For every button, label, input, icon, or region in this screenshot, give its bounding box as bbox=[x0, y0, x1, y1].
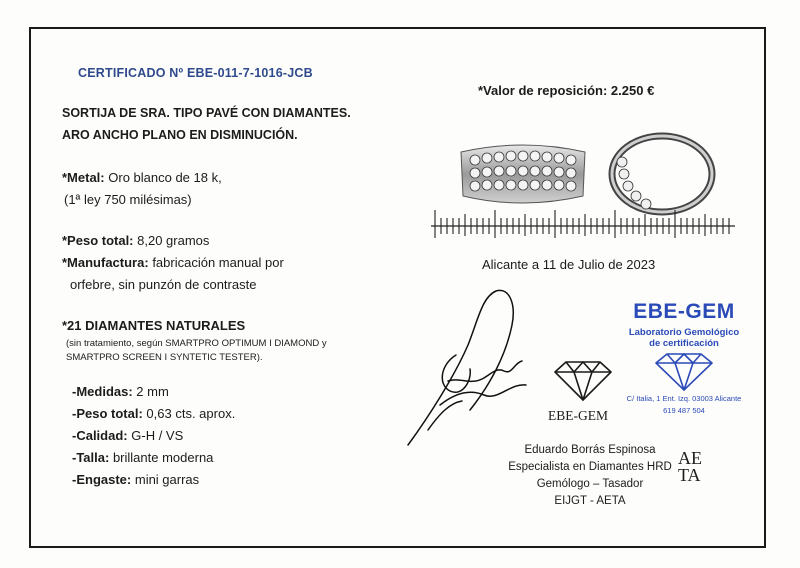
manufacture-value: fabricación manual por bbox=[152, 255, 284, 270]
weight-label: *Peso total: bbox=[62, 233, 134, 248]
aeta-mark bbox=[678, 450, 702, 484]
stamp-subtitle-2: de certificación bbox=[649, 338, 719, 349]
weight-row bbox=[62, 233, 209, 248]
diamond-weight-row bbox=[72, 406, 235, 421]
measuring-ruler bbox=[431, 206, 735, 240]
signatory-role-2: Gemólogo – Tasador bbox=[536, 478, 644, 490]
stamp-diamond-icon bbox=[653, 352, 715, 392]
signatory-role-3: EIJGT - AETA bbox=[554, 495, 626, 507]
manufacture-label: *Manufactura: bbox=[62, 255, 149, 270]
aeta-mark-line-1: AE bbox=[678, 448, 702, 468]
setting-value: mini garras bbox=[134, 472, 200, 487]
ebe-gem-logo-text: EBE-GEM bbox=[548, 408, 608, 423]
signatory-name: Eduardo Borrás Espinosa bbox=[524, 444, 656, 456]
measures-label: -Medidas: bbox=[72, 384, 133, 399]
laboratory-stamp bbox=[622, 300, 746, 416]
cut-value: brillante moderna bbox=[112, 450, 214, 465]
manufacture-value-2: orfebre, sin punzón de contraste bbox=[70, 277, 257, 292]
stamp-subtitle-1: Laboratorio Gemológico bbox=[628, 327, 740, 338]
signature-icon bbox=[400, 285, 535, 455]
metal-label: *Metal: bbox=[62, 170, 105, 185]
setting-row bbox=[72, 472, 199, 487]
place-and-date: Alicante a 11 de Julio de 2023 bbox=[482, 257, 656, 272]
diamonds-heading: *21 DIAMANTES NATURALES bbox=[62, 318, 246, 333]
cut-row bbox=[72, 450, 213, 465]
replacement-value: *Valor de reposición: 2.250 € bbox=[478, 83, 655, 98]
ebe-gem-logo bbox=[548, 360, 614, 424]
signatory-role-1: Especialista en Diamantes HRD bbox=[508, 461, 672, 473]
stamp-phone: 619 487 504 bbox=[663, 406, 705, 415]
diamonds-note-2: SMARTPRO SCREEN I SYNTETIC TESTER). bbox=[66, 352, 263, 363]
metal-row bbox=[62, 170, 222, 185]
setting-label: -Engaste: bbox=[72, 472, 132, 487]
stamp-address: C/ Italia, 1 Ent. Izq. 03003 Alicante bbox=[626, 394, 742, 403]
ring-front-photo bbox=[455, 138, 590, 210]
diamonds-note-1: (sin tratamiento, según SMARTPRO OPTIMUM I DIAMOND y bbox=[66, 338, 327, 349]
metal-value: Oro blanco de 18 k, bbox=[108, 170, 222, 185]
quality-row bbox=[72, 428, 183, 443]
measures-row bbox=[72, 384, 169, 399]
weight-value: 8,20 gramos bbox=[137, 233, 210, 248]
aeta-mark-line-2: TA bbox=[678, 465, 701, 485]
diamond-weight-label: -Peso total: bbox=[72, 406, 143, 421]
cut-label: -Talla: bbox=[72, 450, 110, 465]
quality-label: -Calidad: bbox=[72, 428, 128, 443]
diamond-weight-value: 0,63 cts. aprox. bbox=[146, 406, 236, 421]
quality-value: G-H / VS bbox=[131, 428, 184, 443]
manufacture-row bbox=[62, 255, 284, 270]
description-line-1: SORTIJA DE SRA. TIPO PAVÉ CON DIAMANTES. bbox=[62, 106, 351, 120]
certificate-title: CERTIFICADO Nº EBE-011-7-1016-JCB bbox=[78, 66, 313, 80]
metal-detail: (1ª ley 750 milésimas) bbox=[64, 192, 192, 207]
stamp-title: EBE-GEM bbox=[633, 300, 735, 323]
diamond-logo-icon bbox=[552, 360, 614, 402]
measures-value: 2 mm bbox=[136, 384, 169, 399]
description-line-2: ARO ANCHO PLANO EN DISMINUCIÓN. bbox=[62, 128, 298, 142]
